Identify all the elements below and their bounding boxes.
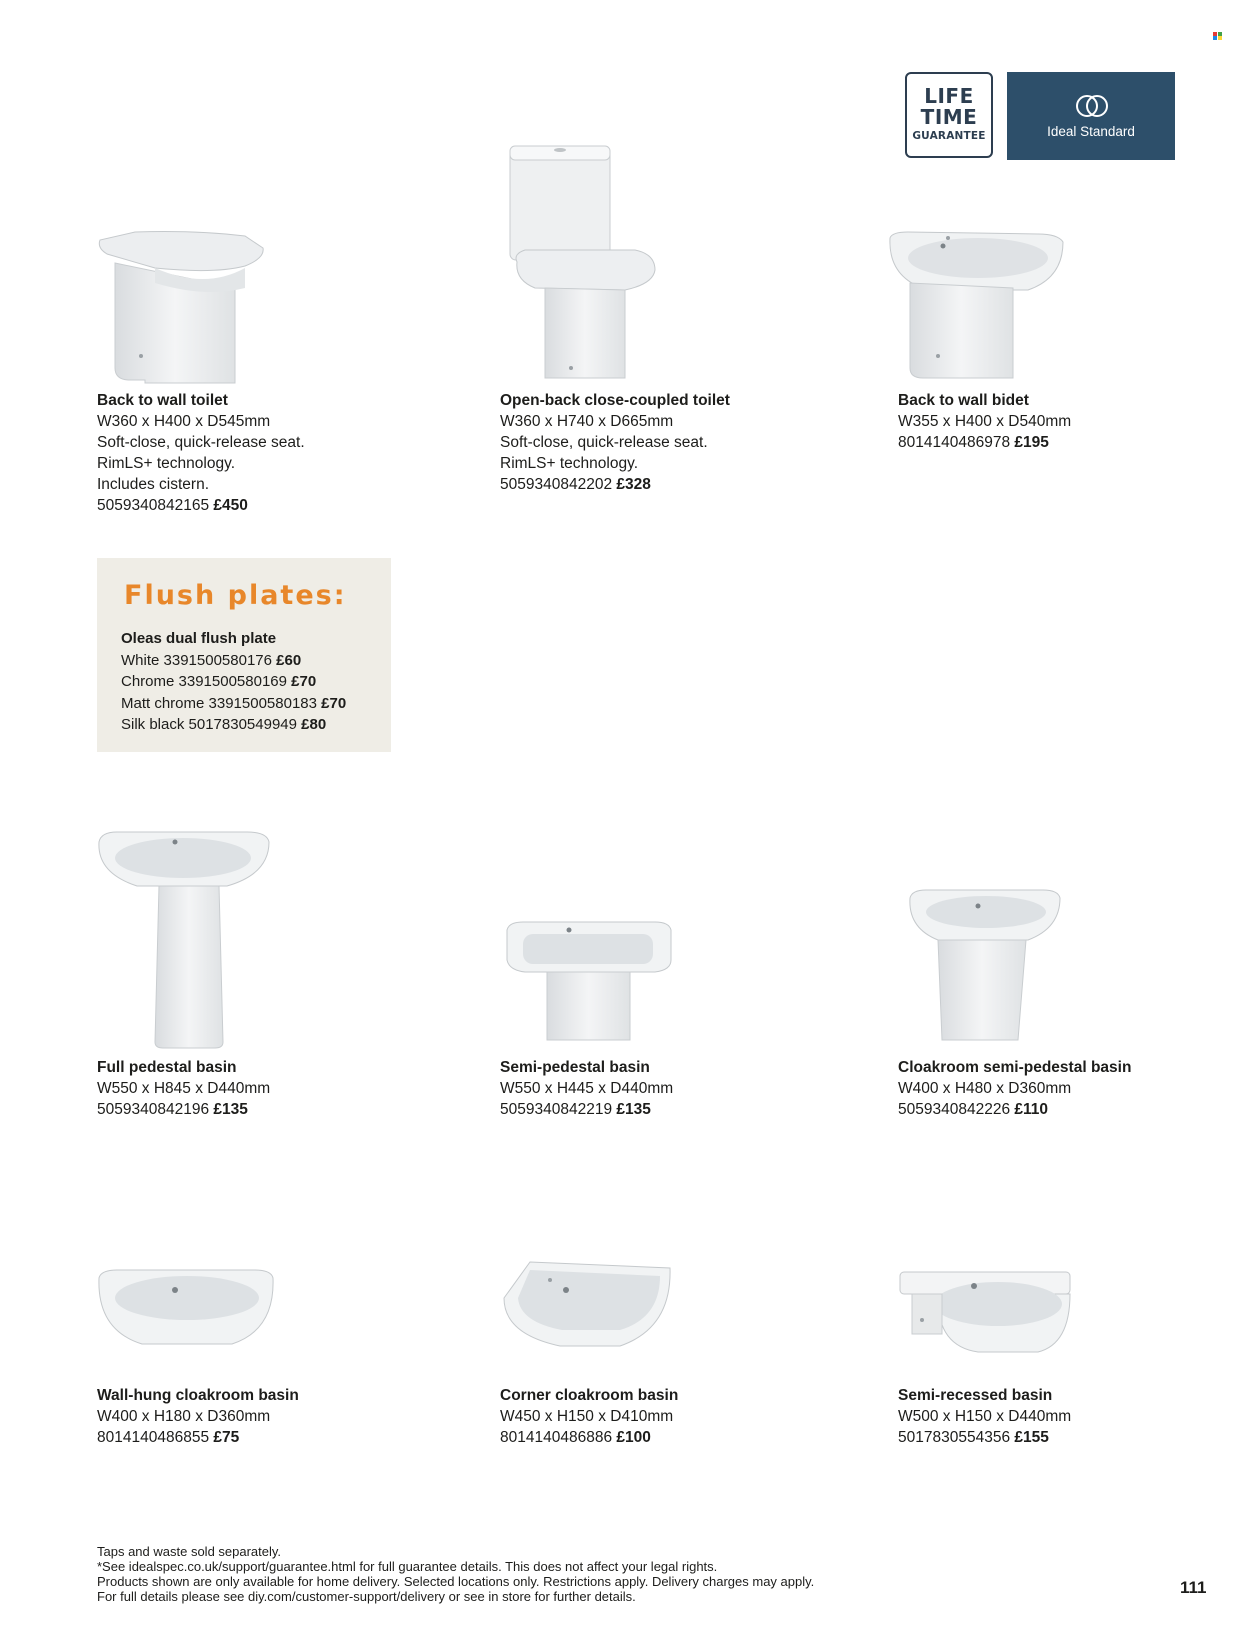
brand-name: Ideal Standard <box>1047 124 1135 139</box>
product-detail: W400 x H180 x D360mm <box>97 1408 271 1425</box>
product-price: £75 <box>213 1429 240 1446</box>
product-detail: W550 x H445 x D440mm <box>500 1080 674 1097</box>
back-to-wall-toilet-image <box>95 228 275 388</box>
product-back-to-wall-bidet <box>898 390 1228 453</box>
badge-line-3: GUARANTEE <box>912 130 986 142</box>
flush-plate-item-chrome: Chrome 3391500580169 £70 <box>121 673 317 690</box>
product-price: £328 <box>616 476 651 493</box>
flush-plate-title: Oleas dual flush plate <box>121 630 277 647</box>
corner-cloakroom-basin-image <box>500 1258 675 1358</box>
ideal-standard-logo <box>1007 72 1175 160</box>
semi-recessed-basin-image <box>898 1268 1073 1368</box>
interlocking-rings-icon <box>1075 94 1109 118</box>
lifetime-guarantee-badge <box>905 72 993 158</box>
close-coupled-toilet-image <box>505 142 665 392</box>
corner-color-marks <box>1213 32 1223 40</box>
product-price: £155 <box>1014 1429 1049 1446</box>
product-code: 5059340842226 <box>898 1101 1011 1118</box>
footer-line: Products shown are only available for home delivery. Selected locations only. Restrictions apply. Delivery charges may apply. <box>97 1574 815 1589</box>
product-price: £110 <box>1014 1101 1049 1118</box>
product-detail: W360 x H400 x D545mm <box>97 413 271 430</box>
product-price: £450 <box>213 497 248 514</box>
product-code: 8014140486978 <box>898 434 1011 451</box>
flush-plate-item-white: White 3391500580176 £60 <box>121 651 302 669</box>
product-price: £195 <box>1014 434 1049 451</box>
product-semi-recessed-basin <box>898 1385 1228 1448</box>
product-title: Open-back close-coupled toilet <box>500 392 730 409</box>
product-semi-pedestal-basin <box>500 1057 830 1120</box>
product-detail: W550 x H845 x D440mm <box>97 1080 271 1097</box>
footer-notes <box>97 1544 814 1604</box>
flush-plates-heading: Flush plates: <box>124 580 347 611</box>
product-title: Full pedestal basin <box>97 1059 237 1076</box>
product-code: 5059340842165 <box>97 497 210 514</box>
product-full-pedestal-basin <box>97 1057 427 1120</box>
footer-line: Taps and waste sold separately. <box>97 1544 282 1559</box>
product-detail: RimLS+ technology. <box>97 455 235 472</box>
product-detail: Soft-close, quick-release seat. <box>97 434 305 451</box>
product-detail: W360 x H740 x D665mm <box>500 413 674 430</box>
wall-hung-cloakroom-basin-image <box>97 1268 277 1353</box>
product-price: £135 <box>213 1101 248 1118</box>
product-code: 8014140486886 <box>500 1429 613 1446</box>
product-corner-cloakroom-basin <box>500 1385 830 1448</box>
page-number: 111 <box>1180 1578 1207 1597</box>
product-code: 5017830554356 <box>898 1429 1011 1446</box>
cloakroom-semi-pedestal-basin-image <box>908 888 1063 1053</box>
back-to-wall-bidet-image <box>888 228 1068 388</box>
product-title: Semi-recessed basin <box>898 1387 1053 1404</box>
product-detail: W355 x H400 x D540mm <box>898 413 1072 430</box>
footer-line: *See idealspec.co.uk/support/guarantee.html for full guarantee details. This does not affect your legal rights. <box>97 1559 718 1574</box>
product-back-to-wall-toilet <box>97 390 427 516</box>
product-code: 5059340842202 <box>500 476 613 493</box>
product-title: Cloakroom semi-pedestal basin <box>898 1059 1132 1076</box>
product-title: Wall-hung cloakroom basin <box>97 1387 299 1404</box>
product-detail: Soft-close, quick-release seat. <box>500 434 708 451</box>
product-code: 8014140486855 <box>97 1429 210 1446</box>
product-detail: W500 x H150 x D440mm <box>898 1408 1072 1425</box>
full-pedestal-basin-image <box>97 828 272 1053</box>
flush-plates-panel <box>97 558 391 752</box>
product-price: £135 <box>616 1101 651 1118</box>
product-detail: RimLS+ technology. <box>500 455 638 472</box>
product-price: £100 <box>616 1429 651 1446</box>
product-title: Back to wall toilet <box>97 392 228 409</box>
badge-line-1: LIFE <box>924 84 974 108</box>
product-title: Semi-pedestal basin <box>500 1059 650 1076</box>
product-code: 5059340842219 <box>500 1101 613 1118</box>
footer-line: For full details please see diy.com/customer-support/delivery or see in store for further details. <box>97 1589 636 1604</box>
product-cloakroom-semi-pedestal-basin <box>898 1057 1228 1120</box>
flush-plate-item-silk-black: Silk black 5017830549949 £80 <box>121 716 327 733</box>
product-title: Corner cloakroom basin <box>500 1387 679 1404</box>
badge-line-2: TIME <box>920 105 978 129</box>
product-title: Back to wall bidet <box>898 392 1029 409</box>
product-detail: Includes cistern. <box>97 476 209 493</box>
product-close-coupled-toilet <box>500 390 830 495</box>
product-wall-hung-cloakroom-basin <box>97 1385 427 1448</box>
flush-plate-item-matt-chrome: Matt chrome 3391500580183 £70 <box>121 694 347 712</box>
product-detail: W400 x H480 x D360mm <box>898 1080 1072 1097</box>
product-detail: W450 x H150 x D410mm <box>500 1408 674 1425</box>
semi-pedestal-basin-image <box>505 920 675 1050</box>
product-code: 5059340842196 <box>97 1101 210 1118</box>
